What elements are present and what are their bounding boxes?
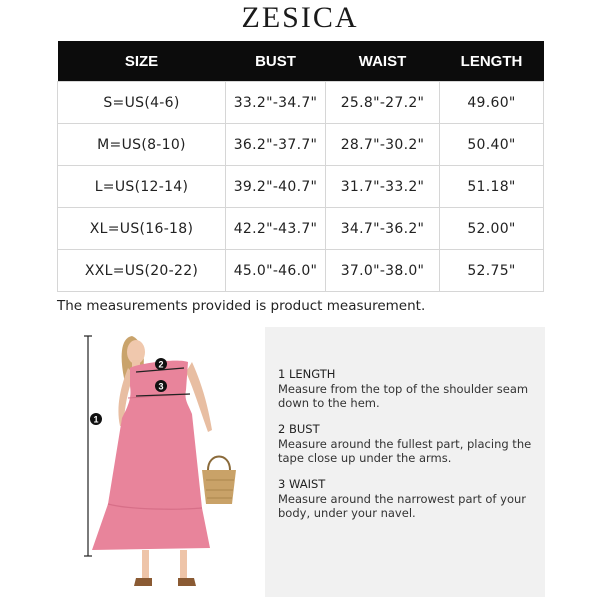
marker-length <box>90 413 102 425</box>
sandal-left <box>134 578 152 586</box>
measurement-instructions-panel <box>265 327 545 597</box>
cell-length: 50.40" <box>440 124 544 166</box>
marker-bust-label: 2 <box>158 359 164 370</box>
cell-size: L=US(12-14) <box>58 166 226 208</box>
instruction-waist-text: Measure around the narrowest part of your body, under your navel. <box>278 491 526 520</box>
marker-length-label: 1 <box>93 414 99 425</box>
instruction-length-title: 1 LENGTH <box>278 367 336 381</box>
cell-bust: 45.0"-46.0" <box>226 250 326 292</box>
instruction-length <box>278 367 538 411</box>
table-header-row <box>58 41 544 82</box>
size-chart-table <box>57 41 544 292</box>
dress <box>92 361 210 550</box>
header-bust: BUST <box>226 41 326 82</box>
cell-length: 51.18" <box>440 166 544 208</box>
cell-waist: 28.7"-30.2" <box>326 124 440 166</box>
cell-size: XXL=US(20-22) <box>58 250 226 292</box>
cell-length: 52.75" <box>440 250 544 292</box>
table-row <box>58 166 544 208</box>
cell-size: S=US(4-6) <box>58 82 226 124</box>
marker-waist <box>155 380 167 392</box>
cell-size: XL=US(16-18) <box>58 208 226 250</box>
instruction-bust-text: Measure around the fullest part, placing the tape close up under the arms. <box>278 436 532 465</box>
instruction-length-text: Measure from the top of the shoulder seam down to the hem. <box>278 381 529 410</box>
cell-waist: 37.0"-38.0" <box>326 250 440 292</box>
cell-length: 52.00" <box>440 208 544 250</box>
marker-waist-label: 3 <box>158 381 164 392</box>
header-length: LENGTH <box>440 41 544 82</box>
header-waist: WAIST <box>326 41 440 82</box>
cell-bust: 42.2"-43.7" <box>226 208 326 250</box>
header-size: SIZE <box>58 41 226 82</box>
instruction-waist-title: 3 WAIST <box>278 477 326 491</box>
cell-waist: 31.7"-33.2" <box>326 166 440 208</box>
table-row <box>58 250 544 292</box>
cell-length: 49.60" <box>440 82 544 124</box>
instruction-bust-title: 2 BUST <box>278 422 320 436</box>
model-dress-illustration <box>80 328 250 598</box>
straw-bag <box>202 470 236 504</box>
table-row <box>58 124 544 166</box>
cell-bust: 39.2"-40.7" <box>226 166 326 208</box>
table-row <box>58 208 544 250</box>
measurement-note: The measurements provided is product measurement. <box>57 298 426 314</box>
table-row <box>58 82 544 124</box>
cell-bust: 33.2"-34.7" <box>226 82 326 124</box>
cell-waist: 34.7"-36.2" <box>326 208 440 250</box>
cell-size: M=US(8-10) <box>58 124 226 166</box>
sandal-right <box>178 578 196 586</box>
instruction-waist <box>278 477 538 521</box>
brand-logo: ZESICA <box>241 1 359 34</box>
marker-bust <box>155 358 167 370</box>
cell-bust: 36.2"-37.7" <box>226 124 326 166</box>
instruction-bust <box>278 422 538 466</box>
cell-waist: 25.8"-27.2" <box>326 82 440 124</box>
